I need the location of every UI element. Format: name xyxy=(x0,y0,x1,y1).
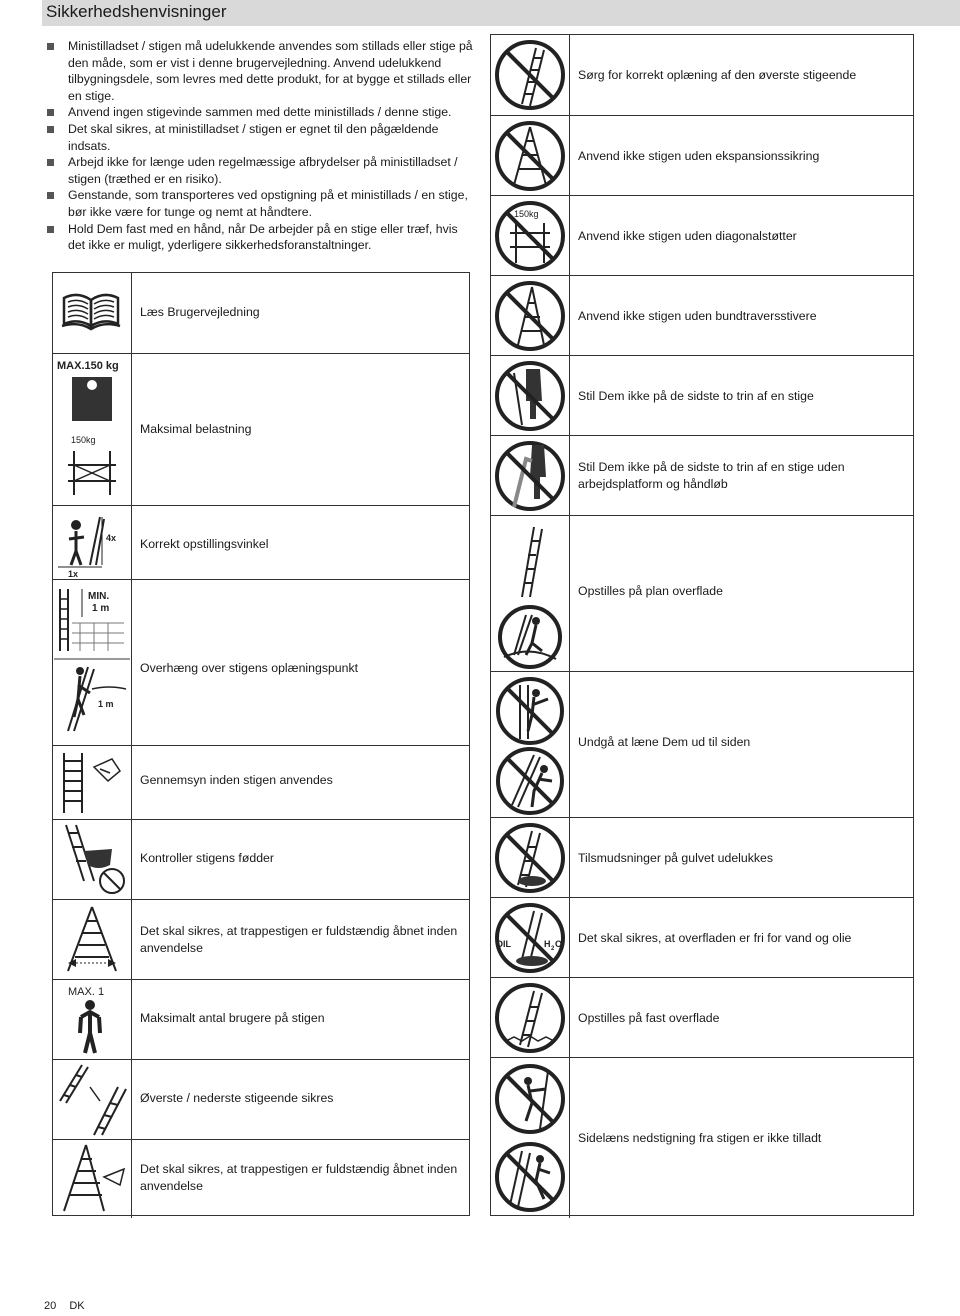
symbol-description: Stil Dem ikke på de sidste to trin af en stige uden arbejdsplatform og håndløb xyxy=(578,460,845,491)
bullet-item: Ministilladset / stigen må udelukkende anvendes som stillads eller stige på den måde, som er vist i denne brugervejledning. Anvend udelukkend tilbygningsdele, som levres med dette produkt, for at bygge et stillads eller en stige. xyxy=(46,38,476,104)
book-icon xyxy=(53,273,132,353)
symbol-description: Stil Dem ikke på de sidste to trin af en stige xyxy=(578,389,814,403)
table-row xyxy=(491,671,913,818)
language-code: DK xyxy=(69,1300,85,1312)
icon-label: 1 m xyxy=(98,699,114,709)
symbol-description: Øverste / nederste stigeende sikres xyxy=(140,1091,334,1105)
icon-label: 1 m xyxy=(92,603,110,614)
table-row xyxy=(53,353,469,506)
page-title: Sikkerhedshenvisninger xyxy=(46,2,227,21)
table-row xyxy=(53,745,469,820)
icon-label: MAX. 1 xyxy=(68,986,105,998)
icon-label: 2 xyxy=(551,946,555,952)
table-row xyxy=(491,115,913,196)
symbol-description: Sidelæns nedstigning fra stigen er ikke tilladt xyxy=(578,1131,822,1145)
ladder-inspect-icon xyxy=(53,746,132,820)
icon-label: MAX.150 kg xyxy=(57,360,119,372)
no-diagonal-icon xyxy=(491,196,570,276)
max-users-icon xyxy=(53,980,132,1060)
table-row xyxy=(491,515,913,672)
no-crossbar-icon xyxy=(491,276,570,356)
symbol-description: Sørg for korrekt oplæning af den øverste stigeende xyxy=(578,68,857,82)
icon-label: 4x xyxy=(106,533,117,543)
table-row xyxy=(491,435,913,516)
table-row xyxy=(53,505,469,580)
no-lean-icon xyxy=(491,672,570,818)
symbol-description: Læs Brugervejledning xyxy=(140,305,260,319)
table-row xyxy=(491,1057,913,1218)
table-row xyxy=(53,899,469,980)
level-surface-icon xyxy=(491,516,570,672)
table-row xyxy=(491,817,913,898)
symbol-description: Gennemsyn inden stigen anvendes xyxy=(140,773,333,787)
icon-label: 1x xyxy=(68,569,79,579)
table-row xyxy=(491,897,913,978)
symbol-description: Det skal sikres, at trappestigen er fuldstændig åbnet inden anvendelse xyxy=(140,1162,458,1193)
no-expansion-icon xyxy=(491,116,570,196)
bullet-item: Arbejd ikke for længe uden regelmæssige afbrydelser på ministilladset / stigen (træthed er en risiko). xyxy=(46,154,476,187)
no-top-steps-icon xyxy=(491,356,570,436)
firm-surface-icon xyxy=(491,978,570,1058)
left-symbol-table xyxy=(52,272,470,1216)
stepladder-check-icon xyxy=(53,1140,132,1218)
no-side-descent-icon xyxy=(491,1058,570,1218)
symbol-description: Anvend ikke stigen uden diagonalstøtter xyxy=(578,229,797,243)
symbol-description: Korrekt opstillingsvinkel xyxy=(140,537,269,551)
symbol-description: Kontroller stigens fødder xyxy=(140,851,274,865)
bullet-item: Hold Dem fast med en hånd, når De arbejder på en stige eller træf, hvis det ikke er muligt, yderligere sikkerhedsforanstaltninger. xyxy=(46,221,476,254)
bullet-item: Genstande, som transporteres ved opstigning på et ministillads / en stige, bør ikke være for tunge og nemt at håndtere. xyxy=(46,187,476,220)
symbol-description: Tilsmudsninger på gulvet udelukkes xyxy=(578,851,774,865)
icon-label: OIL xyxy=(496,939,511,949)
safety-bullet-list xyxy=(46,38,476,254)
ladder-angle-icon xyxy=(53,506,132,580)
no-ladder-top-icon xyxy=(491,35,570,115)
table-row xyxy=(491,977,913,1058)
ladder-overhang-icon xyxy=(53,580,132,746)
page-number: 20 xyxy=(44,1300,57,1312)
ladder-feet-icon xyxy=(53,820,132,900)
no-oil-water-icon xyxy=(491,898,570,978)
bullet-item: Anvend ingen stigevinde sammen med dette ministillads / denne stige. xyxy=(46,104,476,121)
page-header xyxy=(42,0,960,26)
icon-label: 150kg xyxy=(71,435,96,445)
table-row xyxy=(491,195,913,276)
symbol-description: Det skal sikres, at overfladen er fri for vand og olie xyxy=(578,931,852,945)
bullet-item: Det skal sikres, at ministilladset / stigen er egnet til den pågældende indsats. xyxy=(46,121,476,154)
symbol-description: Overhæng over stigens oplæningspunkt xyxy=(140,661,359,675)
table-row xyxy=(53,819,469,900)
icon-label: H xyxy=(544,939,551,949)
symbol-description: Undgå at læne Dem ud til siden xyxy=(578,735,751,749)
icon-label: 150kg xyxy=(514,209,539,219)
table-row xyxy=(491,35,913,115)
page-footer xyxy=(44,1300,95,1312)
table-row xyxy=(53,1059,469,1140)
table-row xyxy=(53,1139,469,1218)
symbol-description: Maksimal belastning xyxy=(140,422,252,436)
symbol-description: Det skal sikres, at trappestigen er fuldstændig åbnet inden anvendelse xyxy=(140,924,458,955)
icon-label: O xyxy=(555,939,563,949)
symbol-description: Opstilles på fast overflade xyxy=(578,1011,720,1025)
symbol-description: Maksimalt antal brugere på stigen xyxy=(140,1011,325,1025)
max-load-icon xyxy=(53,354,132,506)
table-row xyxy=(53,579,469,746)
stepladder-open-icon xyxy=(53,900,132,980)
table-row xyxy=(53,979,469,1060)
icon-label: MIN. xyxy=(88,591,110,602)
ladder-secure-icon xyxy=(53,1060,132,1140)
no-top-steps-platform-icon xyxy=(491,436,570,516)
table-row xyxy=(53,273,469,353)
symbol-description: Opstilles på plan overflade xyxy=(578,584,723,598)
right-symbol-table xyxy=(490,34,914,1216)
symbol-description: Anvend ikke stigen uden bundtraversstivere xyxy=(578,309,817,323)
table-row xyxy=(491,355,913,436)
table-row xyxy=(491,275,913,356)
no-dirt-icon xyxy=(491,818,570,898)
symbol-description: Anvend ikke stigen uden ekspansionssikring xyxy=(578,149,820,163)
